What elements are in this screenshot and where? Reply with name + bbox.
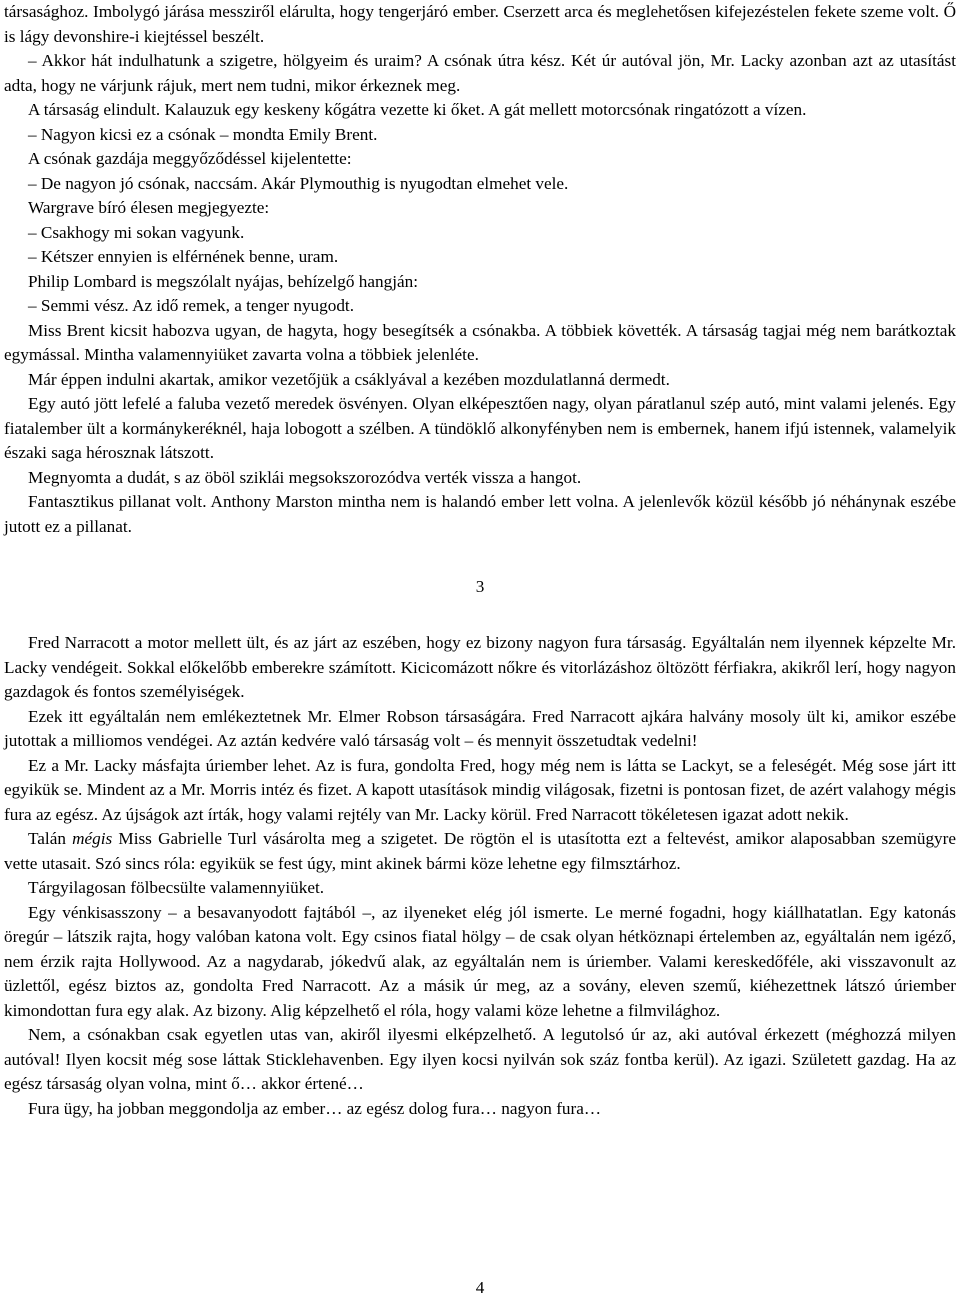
paragraph: Tárgyilagosan fölbecsülte valamennyiüket. (28, 878, 325, 897)
paragraph: Wargrave bíró élesen megjegyezte: (28, 198, 270, 217)
paragraph: Egy vénkisasszony – a besavanyodott fajtából –, az ilyeneket elég jól ismerte. Le merné fogadni, hogy kiállhatatlan. Egy katonás öregúr – látszik rajta, hogy valóban katona volt. Egy csinos fiatal hölgy – de csak olyan hétköznapi értelemben az, egyáltalán nem igéző, nem érzik rajta Hollywood. Az a nagydarab, jókedvű alak, az egyáltalán nem is úriember. Valami kereskedőféle, aki visszavonult az üzlettől, egész biztos az, gondolta Fred Narracott. Az a másik úr meg, az a sovány, eleven szemű, kiéhezettnek látszó úriember kimondottan fura egy alak. Az bizony. Alig képzelhető el róla, hogy valami köze lehetne a filmvilághoz. (4, 902, 956, 1020)
paragraph: társasághoz. Imbolygó járása messziről elárulta, hogy tengerjáró ember. Cserzett arca és meglehetősen kifejezéstelen fekete szeme volt. Ő is lágy devonshire-i kiejtéssel beszélt. (4, 2, 956, 46)
paragraph: Miss Brent kicsit habozva ugyan, de hagyta, hogy besegítsék a csónakba. A többiek követték. A társaság tagjai még nem barátkoztak egymással. Mintha valamennyiüket zavarta volna a többiek jelenléte. (4, 320, 956, 364)
paragraph: Nem, a csónakban csak egyetlen utas van, akiről ilyesmi elképzelhető. A legutolsó úr az, aki autóval érkezett (méghozzá milyen autóval! Ilyen kocsit még sose láttak Sticklehavenben. Egy ilyen kocsi nyilván sok száz fontba kerül). Az igazi. Született gazdag. Ha az egész társaság olyan volna, mint ő… akkor értené… (4, 1025, 956, 1093)
paragraph: Talán mégis Miss Gabrielle Turl vásárolta meg a szigetet. De rögtön el is utasította ezt a feltevést, amikor alaposabban szemügyre vette utasait. Szó sincs róla: egyikük se fest úgy, mint akinek bármi köze lehetne egy filmsztárhoz. (4, 829, 956, 873)
paragraph: – De nagyon jó csónak, naccsám. Akár Plymouthig is nyugodtan elmehet vele. (28, 173, 569, 193)
paragraph: Ez a Mr. Lacky másfajta úriember lehet. Az is fura, gondolta Fred, hogy még nem is látta se Lackyt, se a feleségét. Még sose járt itt egyikük se. Mindent az a Mr. Morris intéz és fizet. A kapott utasítások mindig világosak, fizetni is pontosan fizet, de azért valahogy mégis fura az egész. Az újságok azt írták, hogy valami rejtély van Mr. Lacky körül. Fred Narracott tökéletesen igazat adott nekik. (4, 755, 956, 824)
paragraph: Fura ügy, ha jobban meggondolja az ember… az egész dolog fura… nagyon fura… (28, 1098, 602, 1118)
paragraph: Ezek itt egyáltalán nem emlékeztetnek Mr. Elmer Robson társaságára. Fred Narracott ajkára halvány mosoly ült ki, amikor eszébe jutottak a milliomos vendégei. Az aztán kedvére való társaság volt – és mennyit összetudtak vedelni! (4, 706, 956, 750)
text-block-before-chapter (4, 0, 956, 539)
paragraph: Már éppen indulni akartak, amikor vezetőjük a csáklyával a kezében mozdulatlanná dermedt. (28, 369, 670, 389)
text-block-chapter-3 (4, 631, 956, 1121)
paragraph: – Akkor hát indulhatunk a szigetre, hölgyeim és uraim? A csónak útra kész. Két úr autóval jön, Mr. Lacky azonban azt az utasítást adta, hogy ne várjunk rájuk, mert nem tudni, mikor érkeznek meg. (4, 51, 956, 95)
page-number: 4 (475, 1278, 485, 1297)
paragraph: Megnyomta a dudát, s az öböl sziklái megsokszorozódva verték vissza a hangot. (28, 467, 582, 487)
paragraph: – Kétszer ennyien is elférnének benne, uram. (28, 247, 339, 266)
paragraph: A társaság elindult. Kalauzuk egy keskeny kőgátra vezette ki őket. A gát mellett motorcsónak ringatózott a vízen. (28, 100, 807, 119)
paragraph: Egy autó jött lefelé a faluba vezető meredek ösvényen. Olyan elképesztően nagy, olyan páratlanul szép autó, mint valami jelenés. Egy fiatalember ült a kormánykeréknél, haja lobogott a szélben. A tündöklő alkonyfényben nem is embernek, hanem ifjú istennek, valamelyik északi saga hérosznak látszott. (4, 394, 956, 462)
paragraph: Philip Lombard is megszólalt nyájas, behízelgő hangján: (28, 271, 418, 291)
paragraph: Fantasztikus pillanat volt. Anthony Marston mintha nem is halandó ember lett volna. A jelenlevők közül később jó néhánynak eszébe jutott ez a pillanat. (4, 492, 956, 536)
paragraph: A csónak gazdája meggyőződéssel kijelentette: (28, 149, 352, 168)
document-page (4, 0, 956, 1121)
paragraph: – Semmi vész. Az idő remek, a tenger nyugodt. (28, 296, 355, 315)
paragraph: Fred Narracott a motor mellett ült, és az járt az eszében, hogy ez bizony nagyon fura társaság. Egyáltalán nem ilyennek képzelte Mr. Lacky vendégeit. Sokkal előkelőbb emberekre számított. Kicicomázott nőkre és vitorlázáshoz öltözött férfiakra, akikről lerí, hogy nagyon gazdagok és fontos személyiségek. (4, 633, 956, 701)
chapter-number: 3 (475, 577, 485, 596)
paragraph: – Nagyon kicsi ez a csónak – mondta Emily Brent. (28, 124, 378, 144)
paragraph: – Csakhogy mi sokan vagyunk. (28, 222, 245, 242)
